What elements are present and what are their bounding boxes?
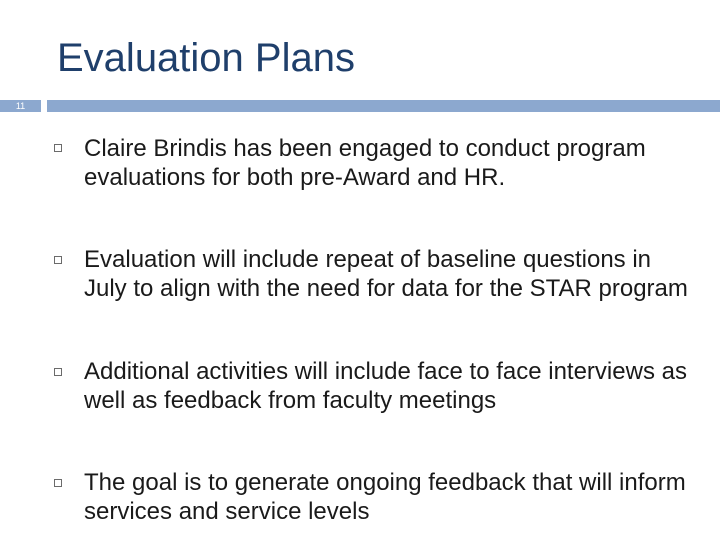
bullet-text: Evaluation will include repeat of baseline questions in July to align with the need for data for the STAR program bbox=[84, 246, 688, 302]
square-bullet-icon bbox=[54, 256, 62, 264]
bullet-text: The goal is to generate ongoing feedback that will inform services and service levels bbox=[84, 469, 686, 525]
square-bullet-icon bbox=[54, 479, 62, 487]
slide-number: 11 bbox=[15, 101, 26, 111]
bullet-text: Additional activities will include face to face interviews as well as feedback from faculty meetings bbox=[84, 358, 687, 414]
bullet-text: Claire Brindis has been engaged to conduct program evaluations for both pre-Award and HR. bbox=[84, 135, 646, 191]
slide-title: Evaluation Plans bbox=[57, 36, 355, 80]
square-bullet-icon bbox=[54, 368, 62, 376]
square-bullet-icon bbox=[54, 144, 62, 152]
